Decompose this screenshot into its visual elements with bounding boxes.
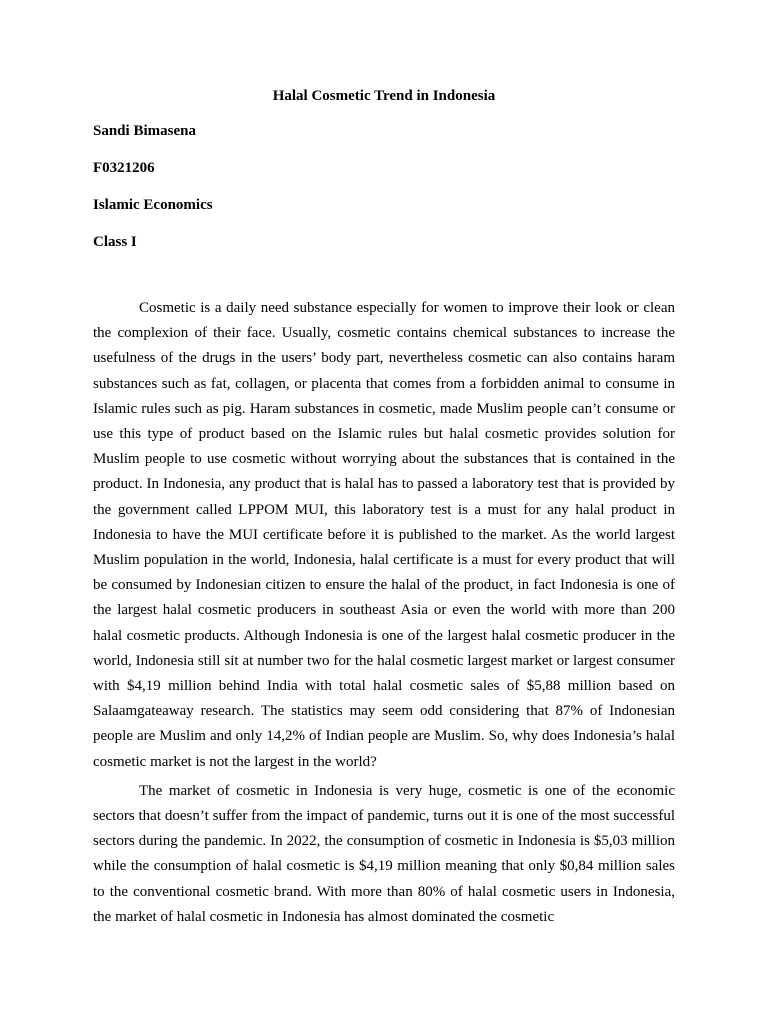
paragraph-2: The market of cosmetic in Indonesia is very huge, cosmetic is one of the economic sectors that doesn’t suffer from the impact of pandemic, turns out it is one of the most successful sectors during the pandemic. In 2022, the consumption of cosmetic in Indonesia is $5,03 million while the consumption of halal cosmetic is $4,19 million meaning that only $0,84 million sales to the conventional cosmetic brand. With more than 80% of halal cosmetic users in Indonesia, the market of halal cosmetic in Indonesia has almost dominated the cosmetic [93,782,675,925]
document-title: Halal Cosmetic Trend in Indonesia [272,88,496,104]
paragraph-1: Cosmetic is a daily need substance especially for women to improve their look or clean the complexion of their face. Usually, cosmetic contains chemical substances to increase the usefulness of the drugs in the users’ body part, nevertheless cosmetic can also contains haram substances such as fat, collagen, or placenta that comes from a forbidden animal to consume in Islamic rules such as pig. Haram substances in cosmetic, made Muslim people can’t consume or use this type of product based on the Islamic rules but halal cosmetic provides solution for Muslim people to use cosmetic without worrying about the substances that is contained in the product. In Indonesia, any product that is halal has to passed a laboratory test that is provided by the government called LPPOM MUI, this laboratory test is a must for any halal product in Indonesia to have the MUI certificate before it is published to the market. As the world largest Muslim population in the world, Indonesia, halal certificate is a must for every product that will be consumed by Indonesian citizen to ensure the halal of the product, in fact Indonesia is one of the largest halal cosmetic producers in southeast Asia or even the world with more than 200 halal cosmetic products. Although Indonesia is one of the largest halal cosmetic producer in the world, Indonesia still sit at number two for the halal cosmetic largest market or largest consumer with $4,19 million behind India with total halal cosmetic sales of $5,88 million based on Salaamgateaway research. The statistics may seem odd considering that 87% of Indonesian people are Muslim and only 14,2% of Indian people are Muslim. So, why does Indonesia’s halal cosmetic market is not the largest in the world? [93,300,675,770]
student-id: F0321206 [93,160,155,176]
class-name: Class I [93,234,137,250]
document-page [93,86,675,933]
author-name: Sandi Bimasena [93,123,196,139]
course-name: Islamic Economics [93,197,213,213]
